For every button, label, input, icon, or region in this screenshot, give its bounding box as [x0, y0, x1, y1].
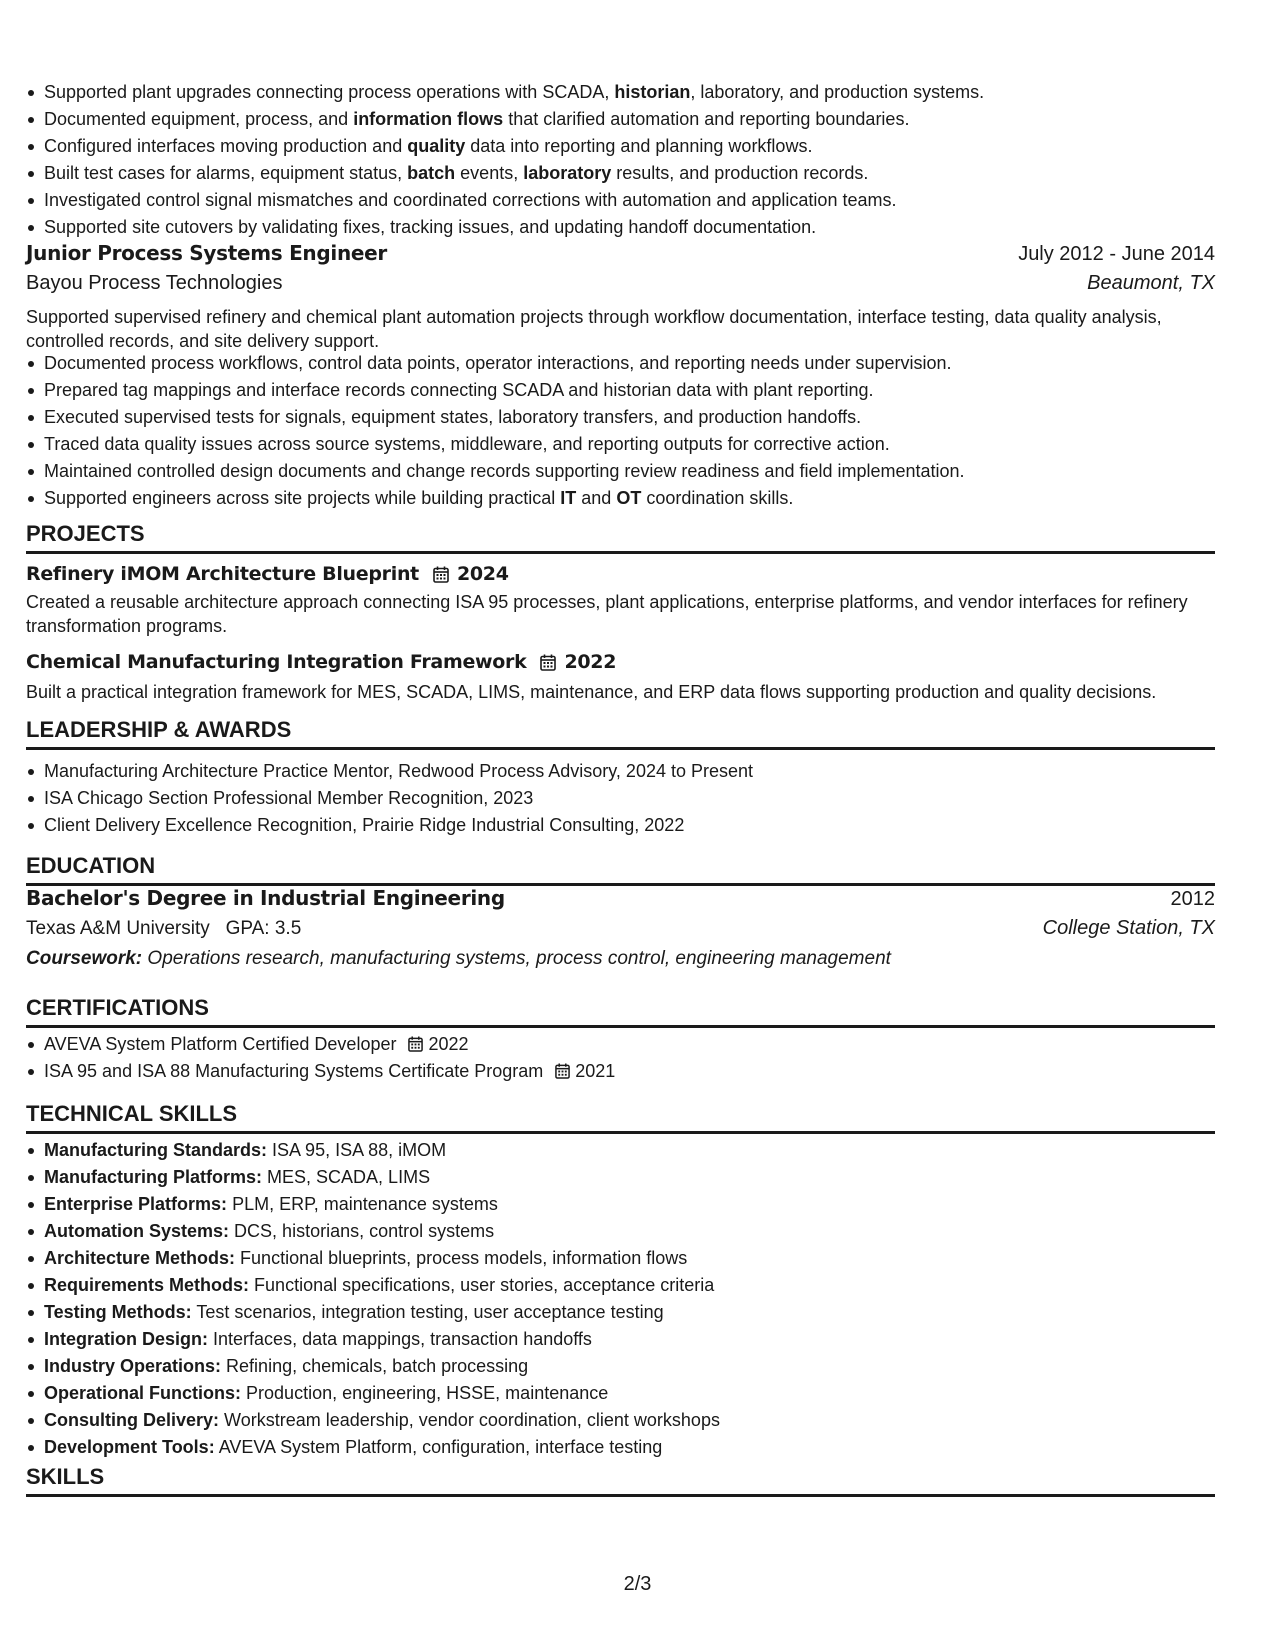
skill-category: Development Tools:: [44, 1437, 215, 1457]
experience-bullet: [26, 431, 1215, 458]
emphasis-text: information flows: [353, 109, 504, 129]
education-subheader: [26, 917, 1215, 940]
bullet-text: results, and production records.: [611, 163, 869, 183]
bullet-text: events,: [455, 163, 524, 183]
skill-category: Architecture Methods:: [44, 1248, 236, 1268]
job-subheader: [26, 272, 1215, 295]
skill-category: Requirements Methods:: [44, 1275, 250, 1295]
project-description: Created a reusable architecture approach connecting ISA 95 processes, plant applications, enterprise platforms, and vendor interfaces for refinery transformation programs.: [26, 592, 1188, 636]
bullet-text: Maintained controlled design documents and change records supporting review readiness and field implementation.: [44, 461, 965, 481]
job-bullets: [26, 350, 1215, 512]
experience-bullet: [26, 458, 1215, 485]
experience-bullet: [26, 187, 1215, 214]
skills-section: [26, 1464, 1215, 1497]
skill-item: [26, 1218, 1215, 1245]
emphasis-text: laboratory: [523, 163, 612, 183]
section-title: TECHNICAL SKILLS: [26, 1101, 1215, 1134]
page-number: 2/3: [623, 1573, 652, 1595]
calendar-icon: [408, 1036, 423, 1052]
project-item: [26, 651, 1215, 673]
project-title: Refinery iMOM Architecture Blueprint: [26, 563, 419, 585]
skill-item: [26, 1380, 1215, 1407]
section-title: SKILLS: [26, 1464, 1215, 1497]
education-header: [26, 886, 1215, 911]
project-item: [26, 563, 1215, 585]
bullet-text: data into reporting and planning workflows.: [465, 136, 813, 156]
section-title: CERTIFICATIONS: [26, 995, 1215, 1028]
bullet-text: Supported plant upgrades connecting process operations with SCADA,: [44, 82, 615, 102]
certification-year: 2021: [575, 1061, 616, 1081]
certification-item: [26, 1031, 1215, 1058]
bullet-text: Documented process workflows, control data points, operator interactions, and reporting needs under supervision.: [44, 353, 952, 373]
skill-category: Operational Functions:: [44, 1383, 242, 1403]
skill-values: MES, SCADA, LIMS: [267, 1167, 431, 1187]
skill-category: Automation Systems:: [44, 1221, 230, 1241]
skill-item: [26, 1164, 1215, 1191]
job-dates: July 2012 - June 2014: [1018, 243, 1215, 265]
project-title: Chemical Manufacturing Integration Framework: [26, 651, 527, 673]
skill-values: Functional specifications, user stories, acceptance criteria: [254, 1275, 715, 1295]
coursework: [26, 947, 1215, 971]
experience-bullet: [26, 214, 1215, 241]
certifications-list: [26, 1031, 1215, 1085]
bullet-text: Executed supervised tests for signals, equipment states, laboratory transfers, and production handoffs.: [44, 407, 862, 427]
leadership-item: ISA Chicago Section Professional Member Recognition, 2023: [26, 785, 1215, 812]
technical-skills-list: [26, 1137, 1215, 1461]
certification-year: 2022: [428, 1034, 469, 1054]
emphasis-text: IT: [560, 488, 577, 508]
bullet-text: Prepared tag mappings and interface records connecting SCADA and historian data with plant reporting.: [44, 380, 874, 400]
skill-item: [26, 1326, 1215, 1353]
skill-item: [26, 1272, 1215, 1299]
skill-category: Manufacturing Standards:: [44, 1140, 268, 1160]
bullet-text: Investigated control signal mismatches and coordinated corrections with automation and application teams.: [44, 190, 897, 210]
skill-category: Testing Methods:: [44, 1302, 192, 1322]
skill-item: [26, 1245, 1215, 1272]
calendar-icon: [555, 1063, 570, 1079]
experience-bullet: [26, 79, 1215, 106]
skill-category: Enterprise Platforms:: [44, 1194, 228, 1214]
emphasis-text: OT: [616, 488, 642, 508]
projects-section: [26, 521, 1215, 554]
bullet-text: Built test cases for alarms, equipment status,: [44, 163, 408, 183]
skill-values: Interfaces, data mappings, transaction handoffs: [213, 1329, 592, 1349]
bullet-text: Configured interfaces moving production and: [44, 136, 408, 156]
experience-bullet: [26, 404, 1215, 431]
certification-item: [26, 1058, 1215, 1085]
skill-values: PLM, ERP, maintenance systems: [232, 1194, 498, 1214]
job-company: Bayou Process Technologies: [26, 272, 283, 294]
bullet-text: Supported site cutovers by validating fixes, tracking issues, and updating handoff documentation.: [44, 217, 817, 237]
skill-item: [26, 1353, 1215, 1380]
degree: Bachelor's Degree in Industrial Engineering: [26, 886, 505, 910]
experience-bullet: [26, 106, 1215, 133]
skill-values: DCS, historians, control systems: [234, 1221, 495, 1241]
bullet-text: that clarified automation and reporting boundaries.: [503, 109, 910, 129]
section-title: LEADERSHIP & AWARDS: [26, 717, 1215, 750]
skill-item: [26, 1137, 1215, 1164]
skill-category: Integration Design:: [44, 1329, 209, 1349]
experience-bullet: [26, 160, 1215, 187]
education-section: [26, 853, 1215, 886]
certification-name: ISA 95 and ISA 88 Manufacturing Systems Certificate Program: [44, 1061, 544, 1081]
section-title: PROJECTS: [26, 521, 1215, 554]
skill-values: Functional blueprints, process models, information flows: [240, 1248, 688, 1268]
calendar-icon: [540, 654, 556, 671]
certification-name: AVEVA System Platform Certified Developer: [44, 1034, 397, 1054]
skill-values: Workstream leadership, vendor coordination, client workshops: [224, 1410, 720, 1430]
coursework-label: Coursework:: [26, 948, 143, 969]
coursework-value: Operations research, manufacturing systems, process control, engineering management: [147, 948, 891, 969]
emphasis-text: quality: [407, 136, 466, 156]
bullet-text: and: [576, 488, 617, 508]
skill-category: Manufacturing Platforms:: [44, 1167, 263, 1187]
school-location: College Station, TX: [1042, 917, 1215, 939]
job-title: Junior Process Systems Engineer: [26, 241, 387, 265]
skill-item: [26, 1407, 1215, 1434]
calendar-icon: [433, 566, 449, 583]
experience-bullet: [26, 133, 1215, 160]
emphasis-text: batch: [407, 163, 456, 183]
project-year: 2024: [456, 563, 509, 585]
certifications-section: [26, 995, 1215, 1028]
leadership-section: [26, 717, 1215, 750]
skill-category: Industry Operations:: [44, 1356, 222, 1376]
skill-values: Production, engineering, HSSE, maintenance: [246, 1383, 609, 1403]
school: Texas A&M University: [26, 918, 210, 939]
skill-item: [26, 1299, 1215, 1326]
skill-values: ISA 95, ISA 88, iMOM: [272, 1140, 447, 1160]
technical-skills-section: [26, 1101, 1215, 1134]
skill-item: [26, 1191, 1215, 1218]
graduation-year: 2012: [1170, 888, 1215, 910]
skill-category: Consulting Delivery:: [44, 1410, 220, 1430]
bullet-text: Supported engineers across site projects while building practical: [44, 488, 561, 508]
previous-job-bullets: [26, 79, 1215, 241]
experience-bullet: [26, 350, 1215, 377]
project-description: Built a practical integration framework for MES, SCADA, LIMS, maintenance, and ERP data flows supporting production and quality decisions.: [26, 682, 1157, 702]
bullet-text: coordination skills.: [641, 488, 794, 508]
bullet-text: , laboratory, and production systems.: [690, 82, 985, 102]
skill-item: [26, 1434, 1215, 1461]
bullet-text: Documented equipment, process, and: [44, 109, 354, 129]
experience-bullet: [26, 377, 1215, 404]
skill-values: AVEVA System Platform, configuration, interface testing: [218, 1437, 663, 1457]
job-header: [26, 241, 1215, 266]
emphasis-text: historian: [614, 82, 691, 102]
section-title: EDUCATION: [26, 853, 1215, 886]
skill-values: Refining, chemicals, batch processing: [226, 1356, 529, 1376]
skill-values: Test scenarios, integration testing, user acceptance testing: [196, 1302, 664, 1322]
job-location: Beaumont, TX: [1087, 272, 1215, 294]
project-year: 2022: [564, 651, 617, 673]
leadership-item: Manufacturing Architecture Practice Mentor, Redwood Process Advisory, 2024 to Present: [26, 758, 1215, 785]
leadership-item: Client Delivery Excellence Recognition, Prairie Ridge Industrial Consulting, 2022: [26, 812, 1215, 839]
leadership-list: [26, 758, 1215, 839]
experience-bullet: [26, 485, 1215, 512]
bullet-text: Traced data quality issues across source systems, middleware, and reporting outputs for corrective action.: [44, 434, 890, 454]
gpa: GPA: 3.5: [225, 918, 302, 939]
job-summary: Supported supervised refinery and chemical plant automation projects through workflow documentation, interface testing, data quality analysis, controlled records, and site delivery support.: [26, 307, 1162, 351]
